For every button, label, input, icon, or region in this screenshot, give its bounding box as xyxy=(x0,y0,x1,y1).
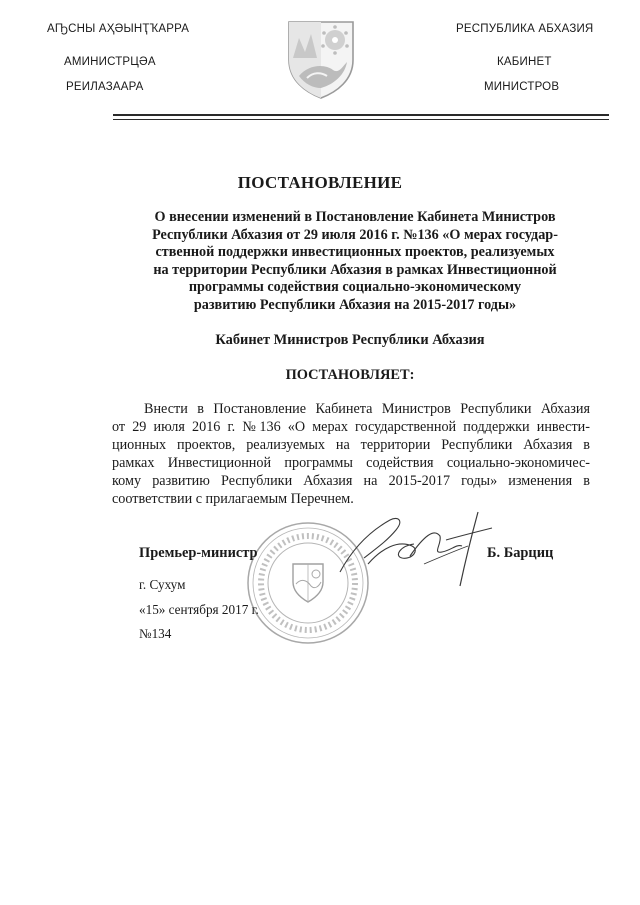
body-line: соответствии с прилагаемым Перечнем. xyxy=(112,491,354,507)
header-rule-thin xyxy=(113,119,609,120)
signatory-position: Премьер-министр xyxy=(139,545,258,561)
header-right-line-2: КАБИНЕТ xyxy=(497,56,552,68)
resolves-heading: ПОСТАНОВЛЯЕТ: xyxy=(285,367,415,383)
body-line: Внести в Постановление Кабинета Министров Республики Абхазия xyxy=(144,401,590,417)
header-left-line-2: АМИНИСТРЦӘА xyxy=(64,56,156,68)
signatory-name: Б. Барциц xyxy=(487,545,554,561)
subject-line: ственной поддержки инвестиционных проектов, реализуемых xyxy=(155,244,555,260)
subject-line: на территории Республики Абхазия в рамках Инвестиционной xyxy=(153,261,557,278)
document-number: №134 xyxy=(139,626,172,641)
body-line: кому развитию Республики Абхазия на 2015-2017 годы» изменения в xyxy=(112,473,590,489)
document-subject xyxy=(110,209,600,314)
header-left-line-1: АҦСНЫ АҲӘЫНҬҠАРРА xyxy=(47,23,190,35)
coat-of-arms-icon xyxy=(285,18,357,100)
header-right-line-3: МИНИСТРОВ xyxy=(484,81,560,93)
header-right-line-1: РЕСПУБЛИКА АБХАЗИЯ xyxy=(456,23,594,35)
date-of-issue: «15» сентября 2017 г. xyxy=(139,602,259,617)
subject-line: программы содействия социально-экономическому xyxy=(188,279,522,295)
body-line: рамках Инвестиционной программы содействия социально-экономичес- xyxy=(112,455,590,471)
subject-line: развитию Республики Абхазия на 2015-2017 годы» xyxy=(193,296,517,313)
place-of-issue: г. Сухум xyxy=(139,577,186,592)
handwritten-signature xyxy=(328,506,498,592)
document-title: ПОСТАНОВЛЕНИЕ xyxy=(237,173,403,192)
subject-line: О внесении изменений в Постановление Кабинета Министров xyxy=(154,209,556,225)
issuer: Кабинет Министров Республики Абхазия xyxy=(215,332,485,348)
body-line: от 29 июля 2016 г. №136 «О мерах государственной поддержки инвести- xyxy=(112,419,590,435)
header-rule-thick xyxy=(113,114,609,116)
subject-line: Республики Абхазия от 29 июля 2016 г. №136 «О мерах государ- xyxy=(152,226,558,243)
body-line: ционных проектов, реализуемых на территории Республики Абхазия в xyxy=(112,437,590,453)
header-left-line-3: РЕИЛАЗААРА xyxy=(66,81,144,93)
document-body xyxy=(112,400,590,508)
